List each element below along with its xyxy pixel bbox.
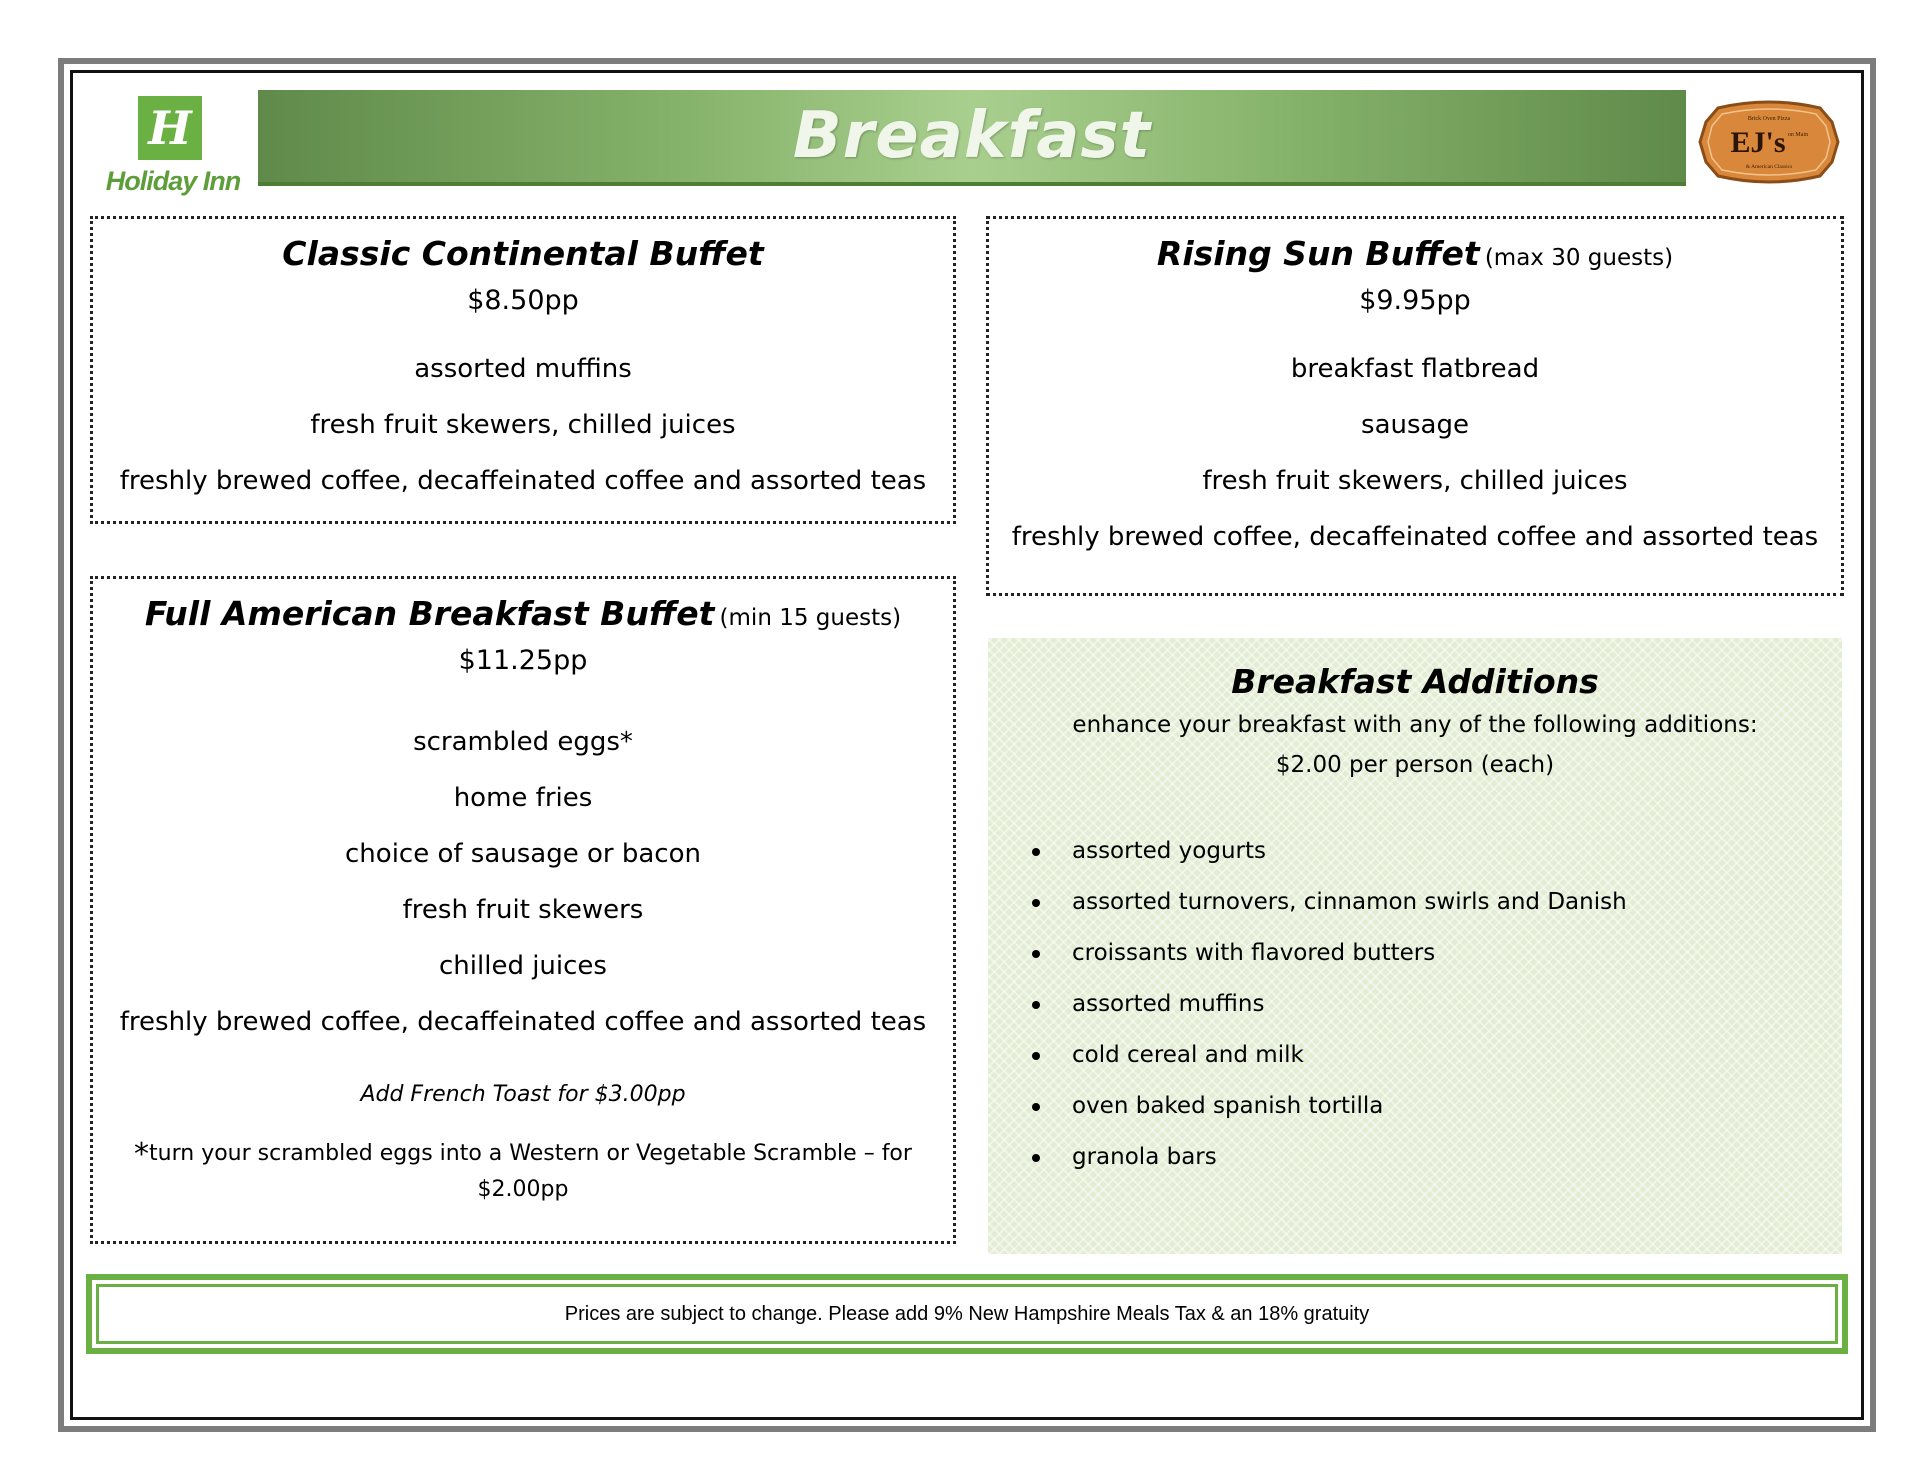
full-item: chilled juices xyxy=(439,951,607,981)
footnote-line-1: turn your scrambled eggs into a Western or Vegetable Scramble – for xyxy=(149,1141,912,1166)
bullet-icon xyxy=(1032,1052,1040,1060)
bullet-icon xyxy=(1032,1103,1040,1111)
classic-item: freshly brewed coffee, decaffeinated coffee and assorted teas xyxy=(119,466,927,496)
footer-inner-border xyxy=(96,1284,1838,1344)
list-item xyxy=(1032,1093,1627,1144)
classic-title: Classic Continental Buffet xyxy=(282,234,764,273)
ejs-logo-bottom-text: & American Classics xyxy=(1745,164,1793,170)
title-banner xyxy=(258,90,1686,186)
rising-item: sausage xyxy=(1361,410,1469,440)
full-item: fresh fruit skewers xyxy=(402,895,644,925)
ejs-logo-top-text: Brick Oven Pizza xyxy=(1747,116,1791,122)
additions-intro: enhance your breakfast with any of the following additions: xyxy=(1072,712,1758,738)
rising-title-row xyxy=(989,234,1841,273)
list-item xyxy=(1032,940,1627,991)
rising-item: breakfast flatbread xyxy=(1290,354,1540,384)
footnote-asterisk: * xyxy=(134,1137,150,1172)
ejs-logo-graphic xyxy=(1698,100,1840,184)
full-price: $11.25pp xyxy=(458,645,588,676)
footer-banner xyxy=(86,1274,1848,1354)
list-item-label: assorted turnovers, cinnamon swirls and Danish xyxy=(1072,889,1627,915)
footer-disclaimer: Prices are subject to change. Please add 9% New Hampshire Meals Tax & an 18% gratuity xyxy=(564,1302,1370,1325)
additions-title: Breakfast Additions xyxy=(1231,662,1599,701)
rising-item: freshly brewed coffee, decaffeinated coffee and assorted teas xyxy=(1011,522,1819,552)
full-item: choice of sausage or bacon xyxy=(345,839,701,869)
list-item xyxy=(1032,838,1627,889)
holiday-inn-mark xyxy=(138,96,202,160)
bullet-icon xyxy=(1032,1154,1040,1162)
list-item xyxy=(1032,889,1627,940)
list-item xyxy=(1032,1144,1627,1195)
rising-guest-note: (max 30 guests) xyxy=(1484,245,1674,271)
list-item-label: oven baked spanish tortilla xyxy=(1072,1093,1384,1119)
additions-list xyxy=(1032,838,1627,1195)
additions-price: $2.00 per person (each) xyxy=(1275,752,1555,778)
full-item: home fries xyxy=(453,783,593,813)
holiday-inn-logo xyxy=(98,92,248,202)
full-item: freshly brewed coffee, decaffeinated coffee and assorted teas xyxy=(119,1007,927,1037)
list-item-label: assorted yogurts xyxy=(1072,838,1266,864)
list-item-label: croissants with flavored butters xyxy=(1072,940,1436,966)
classic-item: assorted muffins xyxy=(414,354,632,384)
bullet-icon xyxy=(1032,950,1040,958)
list-item-label: assorted muffins xyxy=(1072,991,1265,1017)
scramble-footnote xyxy=(93,1137,953,1172)
breakfast-additions-panel xyxy=(988,638,1842,1254)
ejs-logo-main-text: EJ's xyxy=(1730,126,1786,159)
full-title-row xyxy=(93,594,953,633)
bullet-icon xyxy=(1032,848,1040,856)
classic-continental-box xyxy=(90,216,956,524)
ejs-logo-sub-text: on Main xyxy=(1787,132,1809,138)
ejs-logo xyxy=(1698,100,1840,184)
full-title: Full American Breakfast Buffet xyxy=(144,594,715,633)
rising-sun-box xyxy=(986,216,1844,596)
list-item-label: granola bars xyxy=(1072,1144,1217,1170)
bullet-icon xyxy=(1032,899,1040,907)
holiday-inn-mark-letter: H xyxy=(148,101,192,155)
rising-title: Rising Sun Buffet xyxy=(1156,234,1480,273)
classic-item: fresh fruit skewers, chilled juices xyxy=(310,410,736,440)
french-toast-addon: Add French Toast for $3.00pp xyxy=(360,1082,686,1107)
footnote-line-2: $2.00pp xyxy=(477,1177,569,1202)
full-item: scrambled eggs* xyxy=(413,727,633,757)
list-item-label: cold cereal and milk xyxy=(1072,1042,1304,1068)
bullet-icon xyxy=(1032,1001,1040,1009)
list-item xyxy=(1032,1042,1627,1093)
full-guest-note: (min 15 guests) xyxy=(719,605,902,631)
list-item xyxy=(1032,991,1627,1042)
holiday-inn-wordmark: Holiday Inn xyxy=(105,166,241,196)
rising-item: fresh fruit skewers, chilled juices xyxy=(1202,466,1628,496)
classic-price: $8.50pp xyxy=(467,285,579,316)
rising-price: $9.95pp xyxy=(1359,285,1471,316)
full-american-box xyxy=(90,576,956,1244)
page-title: Breakfast xyxy=(792,99,1152,173)
